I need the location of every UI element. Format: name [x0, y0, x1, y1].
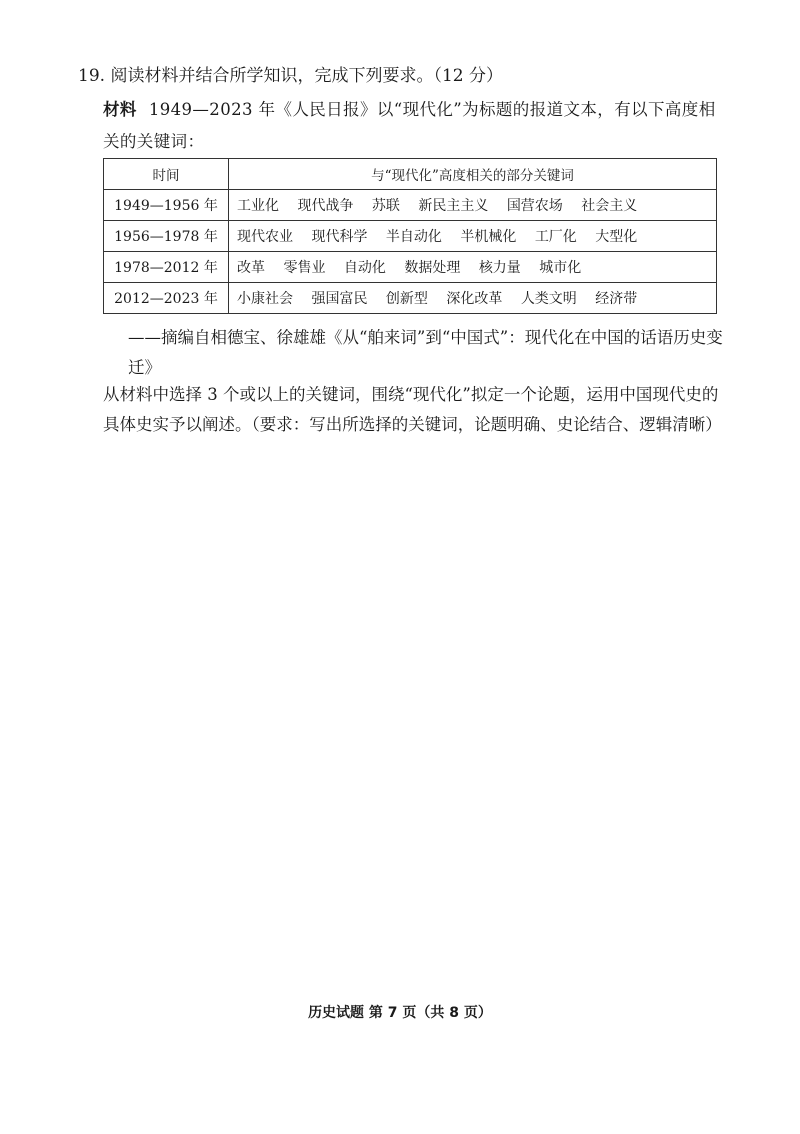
row-keywords: [229, 252, 717, 283]
keyword: 数据处理: [404, 260, 461, 276]
row-period: 1949—1956 年: [104, 190, 229, 221]
row-period: 1978—2012 年: [104, 252, 229, 283]
keyword-table: [103, 158, 717, 314]
table-row: [104, 252, 717, 283]
keyword: 人类文明: [520, 291, 577, 307]
keyword: 城市化: [539, 260, 582, 276]
keyword: 核力量: [478, 260, 521, 276]
row-period: 2012—2023 年: [104, 283, 229, 314]
keyword: 强国富民: [311, 291, 368, 307]
row-keywords: [229, 221, 717, 252]
table-row: [104, 221, 717, 252]
keyword: 半机械化: [460, 229, 517, 245]
source-citation: ——摘编自相德宝、徐雄雄《从“舶来词”到“中国式”：现代化在中国的话语历史变迁》: [128, 328, 723, 377]
keyword: 新民主主义: [418, 198, 489, 214]
keyword: 创新型: [385, 291, 428, 307]
question-title: 19. 阅读材料并结合所学知识，完成下列要求。（12 分）: [78, 66, 503, 86]
keyword: 工厂化: [534, 229, 577, 245]
keyword: 国营农场: [506, 198, 563, 214]
keyword: 零售业: [283, 260, 326, 276]
keyword: 深化改革: [446, 291, 503, 307]
keyword: 现代战争: [297, 198, 354, 214]
task-instructions: 从材料中选择 3 个或以上的关键词，围绕“现代化”拟定一个论题，运用中国现代史的具体史实予以阐述。（要求：写出所选择的关键词，论题明确、史论结合、逻辑清晰）: [103, 385, 722, 434]
keyword: 经济带: [595, 291, 638, 307]
keyword: 社会主义: [581, 198, 638, 214]
row-keywords: [229, 283, 717, 314]
keyword: 现代科学: [311, 229, 368, 245]
table-header-row: [104, 159, 717, 190]
material-text: 1949—2023 年《人民日报》以“现代化”为标题的报道文本，有以下高度相关的关键词：: [103, 100, 716, 151]
header-keywords: 与“现代化”高度相关的部分关键词: [229, 159, 717, 190]
row-period: 1956—1978 年: [104, 221, 229, 252]
header-period: 时间: [104, 159, 229, 190]
keyword: 现代农业: [237, 229, 293, 245]
material-label: 材料: [103, 100, 137, 119]
keyword: 半自动化: [385, 229, 442, 245]
row-keywords: [229, 190, 717, 221]
table-row: [104, 190, 717, 221]
table-row: [104, 283, 717, 314]
keyword: 改革: [237, 260, 265, 276]
keyword: 自动化: [343, 260, 386, 276]
keyword: 工业化: [237, 198, 279, 214]
keyword: 苏联: [371, 198, 400, 214]
material-paragraph: [103, 94, 725, 158]
page-footer: 历史试题 第 7 页（共 8 页）: [308, 1005, 492, 1021]
keyword: 小康社会: [237, 291, 293, 307]
keyword: 大型化: [595, 229, 638, 245]
